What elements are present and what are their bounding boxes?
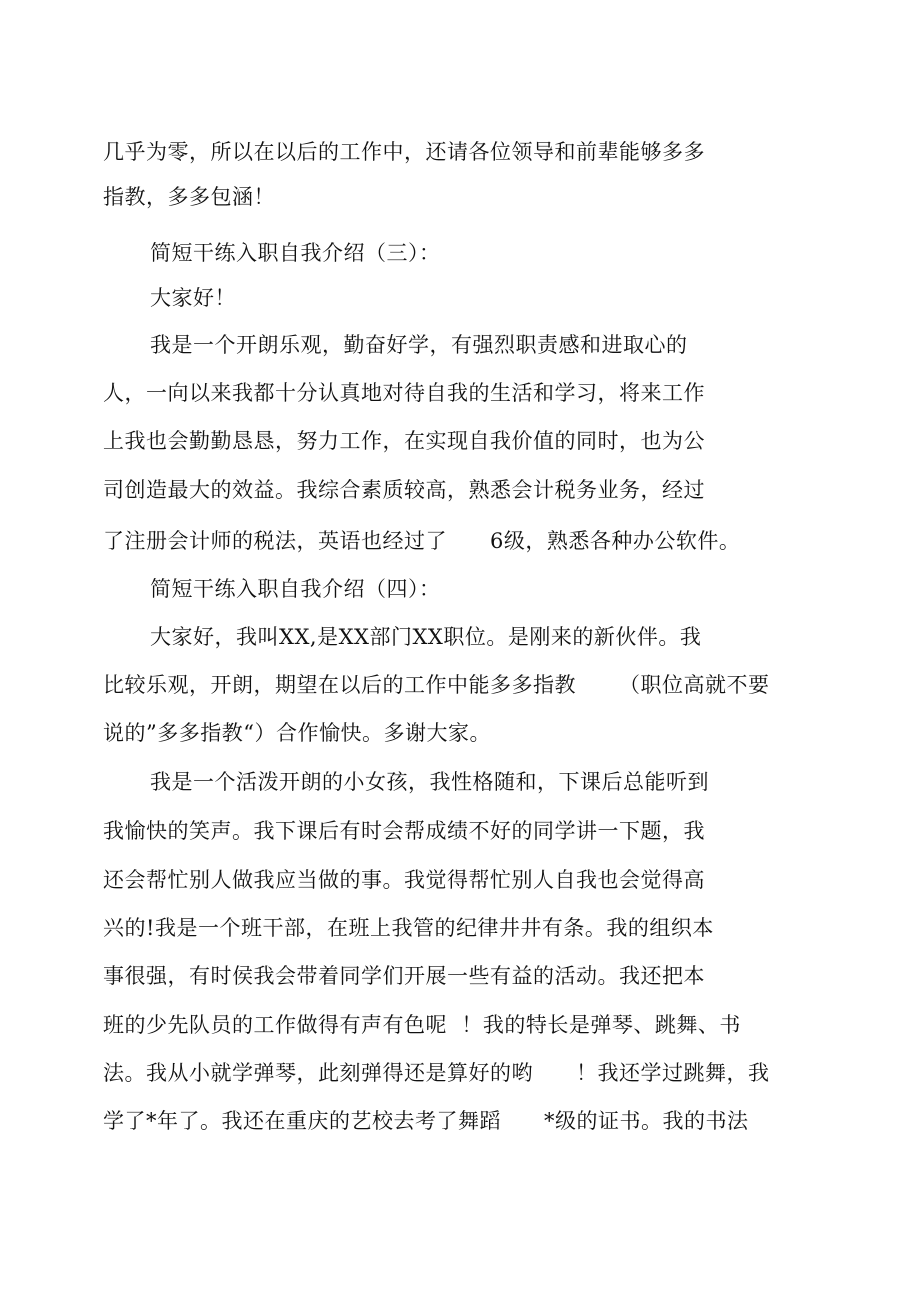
greeting: 大家好！ xyxy=(150,286,236,310)
text-line: 兴的!我是一个班干部，在班上我管的纪律井井有条。我的组织本 xyxy=(103,916,714,940)
text-line: 事很强，有时侯我会带着同学们开展一些有益的活动。我还把本 xyxy=(103,964,705,988)
text-line: 人，一向以来我都十分认真地对待自我的生活和学习，将来工作 xyxy=(103,381,705,405)
text-line: 上我也会勤勤恳恳，努力工作，在实现自我价值的同时，也为公 xyxy=(103,429,705,453)
text-line: 我是一个活泼开朗的小女孩，我性格随和，下课后总能听到 xyxy=(150,770,709,794)
text-line: 大家好，我叫XX,是XX部门XX职位。是刚来的新伙伴。我 xyxy=(150,625,702,649)
text-line: 还会帮忙别人做我应当做的事。我觉得帮忙别人自我也会觉得高 xyxy=(103,868,705,892)
text-line: 比较乐观，开朗，期望在以后的工作中能多多指教 （职位高就不要 xyxy=(103,673,770,697)
text-line: 指教，多多包涵！ xyxy=(103,185,275,209)
text-line: 几乎为零，所以在以后的工作中，还请各位领导和前辈能够多多 xyxy=(103,140,705,164)
section-heading: 简短干练入职自我介绍（四）： xyxy=(150,577,441,601)
section-heading: 简短干练入职自我介绍（三）： xyxy=(150,241,441,265)
text-line: 我愉快的笑声。我下课后有时会帮成绩不好的同学讲一下题，我 xyxy=(103,819,705,843)
text-line: 班的少先队员的工作做得有声有色呢 ！我的特长是弹琴、跳舞、书 xyxy=(103,1013,741,1037)
text-line: 法。我从小就学弹琴，此刻弹得还是算好的哟 ！我还学过跳舞，我 xyxy=(103,1061,770,1085)
text-line: 学了*年了。我还在重庆的艺校去考了舞蹈 *级的证书。我的书法 xyxy=(103,1109,749,1133)
text-line: 了注册会计师的税法，英语也经过了 6级，熟悉各种办公软件。 xyxy=(103,529,741,553)
text-line: 我是一个开朗乐观，勤奋好学，有强烈职责感和进取心的 xyxy=(150,333,688,357)
text-line: 司创造最大的效益。我综合素质较高，熟悉会计税务业务，经过 xyxy=(103,478,705,502)
text-line: 说的”多多指教“）合作愉快。多谢大家。 xyxy=(103,721,491,745)
